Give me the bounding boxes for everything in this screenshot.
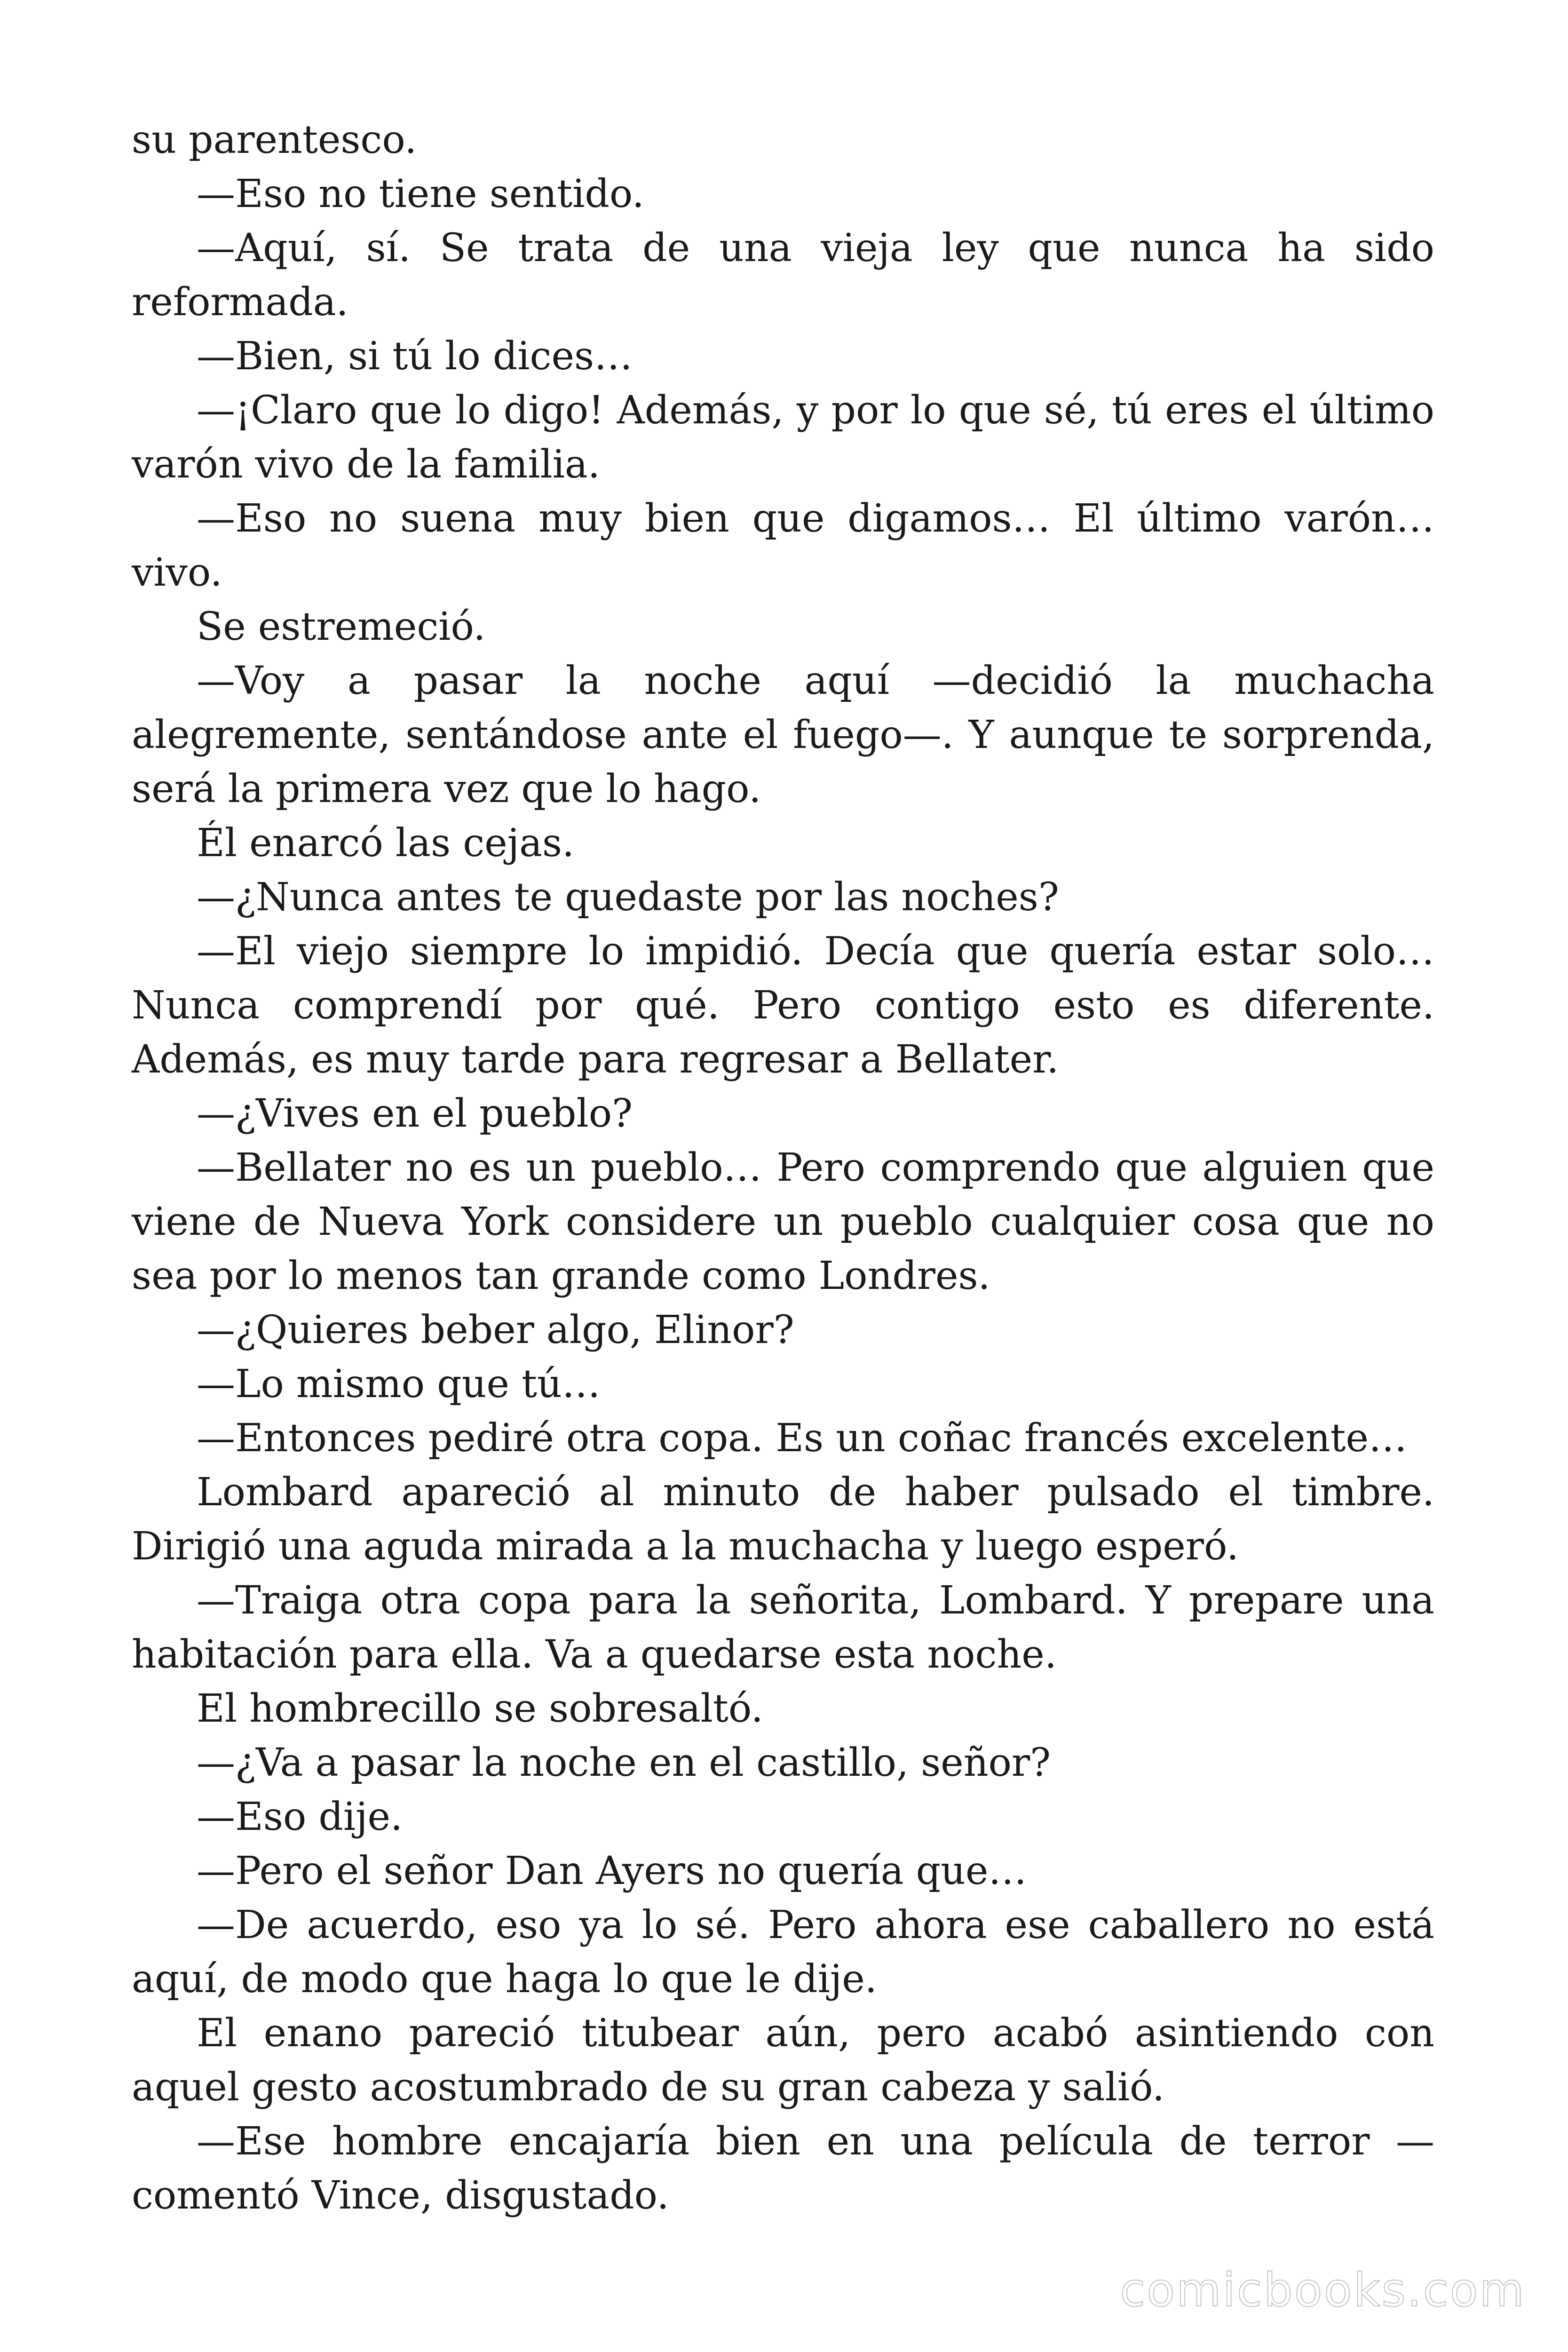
paragraph: —Eso dije. — [197, 1795, 403, 1839]
paragraph: —Bellater no es un pueblo… Pero comprendo que alguien que viene de Nueva York considere un pueblo cualquier cosa que no sea por lo menos tan grande como Londres. — [132, 1145, 1434, 1298]
paragraph: —Bien, si tú lo dices… — [197, 334, 633, 379]
paragraph: —¿Quieres beber algo, Elinor? — [197, 1308, 794, 1352]
paragraph: —Traiga otra copa para la señorita, Lombard. Y prepare una habitación para ella. Va a quedarse esta noche. — [132, 1578, 1434, 1677]
paragraph: —¡Claro que lo digo! Además, y por lo que sé, tú eres el último varón vivo de la familia. — [132, 388, 1434, 487]
paragraph: El enano pareció titubear aún, pero acabó asintiendo con aquel gesto acostumbrado de su gran cabeza y salió. — [132, 2011, 1434, 2110]
paragraph: —Voy a pasar la noche aquí —decidió la muchacha alegremente, sentándose ante el fuego—. Y aunque te sorprenda, será la primera vez que lo hago. — [132, 659, 1434, 811]
paragraph: —Aquí, sí. Se trata de una vieja ley que nunca ha sido reformada. — [132, 226, 1434, 325]
paragraph: —¿Va a pasar la noche en el castillo, señor? — [197, 1740, 1051, 1785]
paragraph: —Lo mismo que tú… — [197, 1362, 601, 1406]
paragraph-continuation: su parentesco. — [132, 118, 417, 162]
paragraph: El hombrecillo se sobresaltó. — [197, 1686, 763, 1731]
paragraph: —¿Vives en el pueblo? — [197, 1091, 633, 1136]
paragraph: —Ese hombre encajaría bien en una película de terror —comentó Vince, disgustado. — [132, 2119, 1434, 2218]
paragraph: —De acuerdo, eso ya lo sé. Pero ahora ese caballero no está aquí, de modo que haga lo que le dije. — [132, 1903, 1434, 2002]
paragraph: —Eso no tiene sentido. — [197, 172, 644, 216]
paragraph: Él enarcó las cejas. — [197, 821, 575, 866]
paragraph: Se estremeció. — [197, 604, 486, 649]
watermark: comicbooks.com — [1120, 2264, 1526, 2317]
paragraph: —Entonces pediré otra copa. Es un coñac francés excelente… — [197, 1416, 1407, 1461]
paragraph: Lombard apareció al minuto de haber pulsado el timbre. Dirigió una aguda mirada a la muchacha y luego esperó. — [132, 1470, 1434, 1569]
page-text — [132, 113, 1434, 2223]
paragraph: —El viejo siempre lo impidió. Decía que quería estar solo… Nunca comprendí por qué. Pero contigo esto es diferente. Además, es muy tarde para regresar a Bellater. — [132, 929, 1434, 1082]
paragraph: —¿Nunca antes te quedaste por las noches? — [197, 875, 1059, 920]
paragraph: —Eso no suena muy bien que digamos… El último varón… vivo. — [132, 496, 1434, 595]
paragraph: —Pero el señor Dan Ayers no quería que… — [197, 1849, 1027, 1893]
